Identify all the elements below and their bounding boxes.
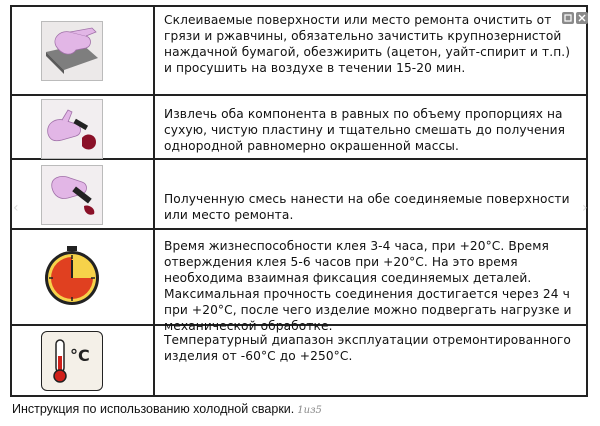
mixing-hand-icon [41,99,103,159]
thermometer-icon [41,331,103,391]
image-counter: 1из5 [297,405,322,416]
image-caption [12,402,322,416]
next-arrow-icon[interactable]: › [582,200,588,216]
icon-cell [12,230,155,324]
step-text: Время жизнеспособности клея 3-4 часа, при +20°С. Время отверждения клея 5-6 часов при +20°С. На это время необходима взаимная фиксация соединяемых деталей. Максимальная прочность соединения достигается через 24 ч при +20°С, после чего изделие можно подвергать нагрузке и механической обработке. [164,239,572,333]
step-row-mix [12,96,586,160]
timer-icon [41,245,103,305]
instruction-table [10,5,588,397]
step-text: Полученную смесь нанести на обе соединяемые поверхности или место ремонта. [164,192,570,222]
icon-cell [12,7,155,94]
step-text: Температурный диапазон эксплуатации отремонтированного изделия от -60°С до +250°С. [164,333,571,363]
step-row-time [12,230,586,333]
sanding-hand-icon [41,21,103,81]
icon-cell [12,160,155,228]
step-row-temperature [12,326,586,395]
close-icon[interactable] [576,12,588,24]
icon-cell [12,326,155,395]
step-row-apply [12,160,586,230]
step-row-clean [12,7,586,96]
prev-arrow-icon[interactable]: ‹ [13,200,19,216]
caption-text: Инструкция по использованию холодной сварки. [12,402,295,416]
expand-icon[interactable] [562,12,574,24]
applying-hand-icon [41,165,103,225]
step-text: Извлечь оба компонента в равных по объему пропорциях на сухую, чистую пластину и тщательно смешать до получения однородной равномерно окрашенной массы. [164,107,566,153]
temperature-unit-label: °C [70,346,90,365]
icon-cell [12,96,155,158]
step-text: Склеиваемые поверхности или место ремонта очистить от грязи и ржавчины, обязательно зачистить крупнозернистой наждачной бумагой, обезжирить (ацетон, уайт-спирит и т.п.) и просушить на воздухе в течении 15-20 мин. [164,13,571,75]
